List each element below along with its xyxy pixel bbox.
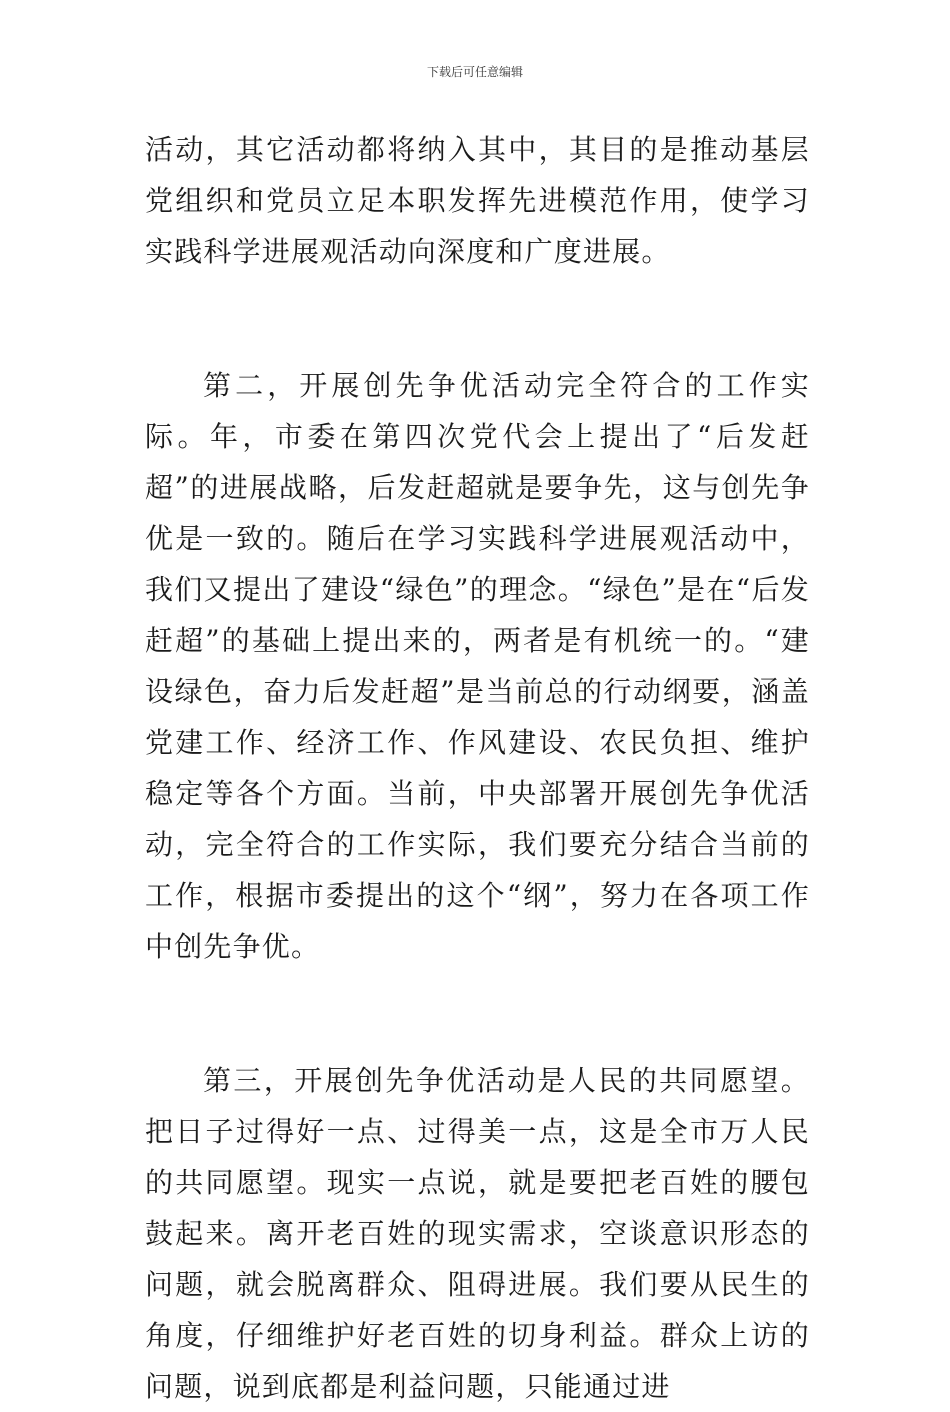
document-body [145, 124, 810, 1412]
paragraph-continuation: 活动，其它活动都将纳入其中，其目的是推动基层党组织和党员立足本职发挥先进模范作用，使学习实践科学进展观活动向深度和广度进展。 [145, 133, 810, 268]
page-header-note: 下载后可任意编辑 [426, 65, 523, 79]
paragraph-second-point: 第二，开展创先争优活动完全符合的工作实际。年，市委在第四次党代会上提出了“后发赶超”的进展战略，后发赶超就是要争先，这与创先争优是一致的。随后在学习实践科学进展观活动中，我们又提出了建设“绿色”的理念。“绿色”是在“后发赶超”的基础上提出来的，两者是有机统一的。“建设绿色，奋力后发赶超”是当前总的行动纲要，涵盖党建工作、经济工作、作风建设、农民负担、维护稳定等各个方面。当前，中央部署开展创先争优活动，完全符合的工作实际，我们要充分结合当前的工作，根据市委提出的这个“纲”，努力在各项工作中创先争优。 [145, 369, 810, 963]
paragraph-third-point: 第三，开展创先争优活动是人民的共同愿望。把日子过得好一点、过得美一点，这是全市万人民的共同愿望。现实一点说，就是要把老百姓的腰包鼓起来。离开老百姓的现实需求，空谈意识形态的问题，就会脱离群众、阻碍进展。我们要从民生的角度，仔细维护好老百姓的切身利益。群众上访的问题，说到底都是利益问题，只能通过进 [145, 1064, 810, 1403]
